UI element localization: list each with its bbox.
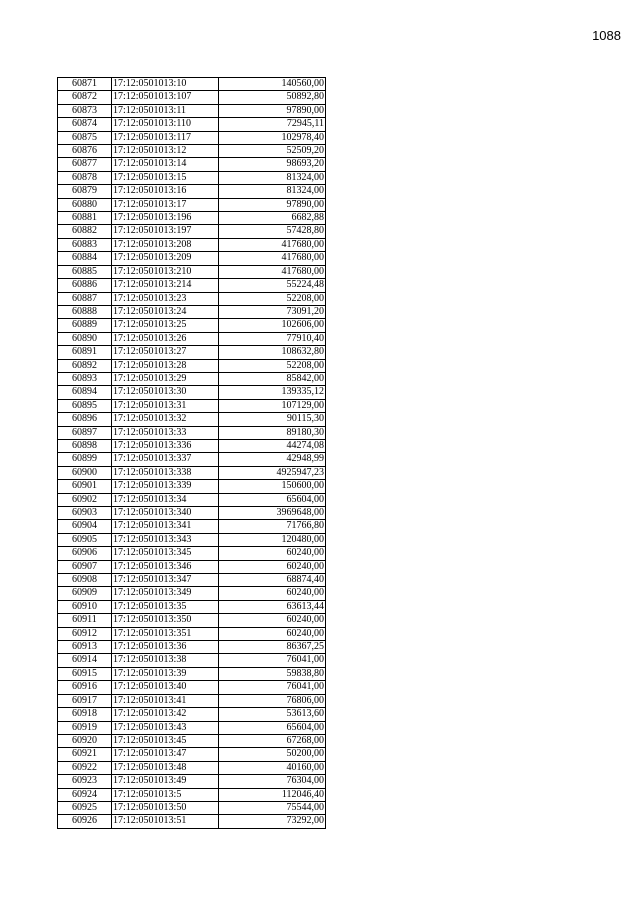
row-number-cell: 60902	[58, 493, 112, 506]
cadastral-number-cell: 17:12:0501013:35	[112, 600, 219, 613]
cadastral-value-cell: 76806,00	[219, 694, 326, 707]
cadastral-value-cell: 102606,00	[219, 319, 326, 332]
cadastral-number-cell: 17:12:0501013:341	[112, 520, 219, 533]
table-row	[58, 493, 326, 506]
cadastral-value-cell: 60240,00	[219, 627, 326, 640]
cadastral-value-cell: 76041,00	[219, 654, 326, 667]
row-number-cell: 60871	[58, 78, 112, 91]
cadastral-number-cell: 17:12:0501013:32	[112, 413, 219, 426]
row-number-cell: 60892	[58, 359, 112, 372]
cadastral-value-cell: 86367,25	[219, 641, 326, 654]
cadastral-number-cell: 17:12:0501013:349	[112, 587, 219, 600]
row-number-cell: 60898	[58, 439, 112, 452]
row-number-cell: 60916	[58, 681, 112, 694]
table-row	[58, 721, 326, 734]
row-number-cell: 60895	[58, 399, 112, 412]
cadastral-value-cell: 102978,40	[219, 131, 326, 144]
cadastral-number-cell: 17:12:0501013:48	[112, 761, 219, 774]
table-row	[58, 319, 326, 332]
table-row	[58, 574, 326, 587]
cadastral-number-cell: 17:12:0501013:49	[112, 775, 219, 788]
table-row	[58, 104, 326, 117]
cadastral-value-cell: 55224,48	[219, 279, 326, 292]
cadastral-number-cell: 17:12:0501013:208	[112, 238, 219, 251]
cadastral-value-cell: 44274,08	[219, 439, 326, 452]
cadastral-number-cell: 17:12:0501013:34	[112, 493, 219, 506]
row-number-cell: 60922	[58, 761, 112, 774]
cadastral-number-cell: 17:12:0501013:347	[112, 574, 219, 587]
table-row	[58, 426, 326, 439]
cadastral-value-cell: 76304,00	[219, 775, 326, 788]
cadastral-value-cell: 50200,00	[219, 748, 326, 761]
row-number-cell: 60887	[58, 292, 112, 305]
row-number-cell: 60926	[58, 815, 112, 828]
row-number-cell: 60924	[58, 788, 112, 801]
row-number-cell: 60906	[58, 547, 112, 560]
row-number-cell: 60921	[58, 748, 112, 761]
table-row	[58, 346, 326, 359]
table-row	[58, 265, 326, 278]
table-row	[58, 734, 326, 747]
table-row	[58, 788, 326, 801]
cadastral-number-cell: 17:12:0501013:24	[112, 305, 219, 318]
cadastral-number-cell: 17:12:0501013:51	[112, 815, 219, 828]
table-row	[58, 627, 326, 640]
cadastral-number-cell: 17:12:0501013:38	[112, 654, 219, 667]
cadastral-number-cell: 17:12:0501013:33	[112, 426, 219, 439]
cadastral-number-cell: 17:12:0501013:5	[112, 788, 219, 801]
row-number-cell: 60883	[58, 238, 112, 251]
cadastral-number-cell: 17:12:0501013:15	[112, 171, 219, 184]
cadastral-value-cell: 76041,00	[219, 681, 326, 694]
row-number-cell: 60909	[58, 587, 112, 600]
cadastral-value-cell: 417680,00	[219, 265, 326, 278]
cadastral-value-cell: 52509,20	[219, 145, 326, 158]
cadastral-number-cell: 17:12:0501013:339	[112, 480, 219, 493]
cadastral-number-cell: 17:12:0501013:29	[112, 372, 219, 385]
row-number-cell: 60897	[58, 426, 112, 439]
row-number-cell: 60877	[58, 158, 112, 171]
table-row	[58, 252, 326, 265]
cadastral-value-cell: 52208,00	[219, 292, 326, 305]
table-row	[58, 198, 326, 211]
table-row	[58, 775, 326, 788]
table-row	[58, 439, 326, 452]
cadastral-value-cell: 81324,00	[219, 171, 326, 184]
row-number-cell: 60885	[58, 265, 112, 278]
table-row	[58, 815, 326, 828]
cadastral-number-cell: 17:12:0501013:17	[112, 198, 219, 211]
cadastral-value-cell: 65604,00	[219, 721, 326, 734]
cadastral-number-cell: 17:12:0501013:23	[112, 292, 219, 305]
cadastral-value-cell: 3969648,00	[219, 507, 326, 520]
cadastral-number-cell: 17:12:0501013:209	[112, 252, 219, 265]
cadastral-number-cell: 17:12:0501013:50	[112, 801, 219, 814]
cadastral-value-cell: 4925947,23	[219, 466, 326, 479]
cadastral-number-cell: 17:12:0501013:27	[112, 346, 219, 359]
table-row	[58, 212, 326, 225]
table-row	[58, 480, 326, 493]
cadastral-value-cell: 72945,11	[219, 118, 326, 131]
row-number-cell: 60923	[58, 775, 112, 788]
cadastral-value-cell: 60240,00	[219, 547, 326, 560]
cadastral-number-cell: 17:12:0501013:340	[112, 507, 219, 520]
cadastral-number-cell: 17:12:0501013:107	[112, 91, 219, 104]
row-number-cell: 60901	[58, 480, 112, 493]
cadastral-number-cell: 17:12:0501013:42	[112, 708, 219, 721]
cadastral-number-cell: 17:12:0501013:36	[112, 641, 219, 654]
cadastral-value-cell: 417680,00	[219, 238, 326, 251]
row-number-cell: 60905	[58, 533, 112, 546]
table-row	[58, 681, 326, 694]
table-row	[58, 145, 326, 158]
table-row	[58, 453, 326, 466]
row-number-cell: 60880	[58, 198, 112, 211]
cadastral-value-cell: 60240,00	[219, 587, 326, 600]
row-number-cell: 60873	[58, 104, 112, 117]
cadastral-number-cell: 17:12:0501013:45	[112, 734, 219, 747]
cadastral-number-cell: 17:12:0501013:30	[112, 386, 219, 399]
table-row	[58, 614, 326, 627]
cadastral-value-cell: 417680,00	[219, 252, 326, 265]
row-number-cell: 60903	[58, 507, 112, 520]
cadastral-value-cell: 81324,00	[219, 185, 326, 198]
row-number-cell: 60912	[58, 627, 112, 640]
cadastral-value-cell: 75544,00	[219, 801, 326, 814]
table-row	[58, 413, 326, 426]
table-row	[58, 667, 326, 680]
cadastral-value-cell: 108632,80	[219, 346, 326, 359]
table-row	[58, 118, 326, 131]
cadastral-value-cell: 90115,30	[219, 413, 326, 426]
table-row	[58, 131, 326, 144]
cadastral-number-cell: 17:12:0501013:10	[112, 78, 219, 91]
row-number-cell: 60875	[58, 131, 112, 144]
cadastral-value-cell: 63613,44	[219, 600, 326, 613]
cadastral-number-cell: 17:12:0501013:43	[112, 721, 219, 734]
cadastral-number-cell: 17:12:0501013:40	[112, 681, 219, 694]
cadastral-value-cell: 85842,00	[219, 372, 326, 385]
cadastral-number-cell: 17:12:0501013:196	[112, 212, 219, 225]
row-number-cell: 60890	[58, 332, 112, 345]
cadastral-value-cell: 52208,00	[219, 359, 326, 372]
cadastral-number-cell: 17:12:0501013:12	[112, 145, 219, 158]
cadastral-number-cell: 17:12:0501013:28	[112, 359, 219, 372]
cadastral-number-cell: 17:12:0501013:351	[112, 627, 219, 640]
row-number-cell: 60920	[58, 734, 112, 747]
cadastral-value-cell: 150600,00	[219, 480, 326, 493]
row-number-cell: 60874	[58, 118, 112, 131]
table-row	[58, 372, 326, 385]
cadastral-value-cell: 67268,00	[219, 734, 326, 747]
cadastral-value-cell: 97890,00	[219, 104, 326, 117]
cadastral-value-cell: 53613,60	[219, 708, 326, 721]
cadastral-value-cell: 6682,88	[219, 212, 326, 225]
table-row	[58, 560, 326, 573]
cadastral-number-cell: 17:12:0501013:47	[112, 748, 219, 761]
row-number-cell: 60881	[58, 212, 112, 225]
row-number-cell: 60889	[58, 319, 112, 332]
row-number-cell: 60904	[58, 520, 112, 533]
cadastral-number-cell: 17:12:0501013:337	[112, 453, 219, 466]
row-number-cell: 60913	[58, 641, 112, 654]
cadastral-number-cell: 17:12:0501013:25	[112, 319, 219, 332]
table-row	[58, 279, 326, 292]
cadastral-value-cell: 40160,00	[219, 761, 326, 774]
cadastral-number-cell: 17:12:0501013:117	[112, 131, 219, 144]
cadastral-number-cell: 17:12:0501013:343	[112, 533, 219, 546]
table-row	[58, 466, 326, 479]
cadastral-value-table	[57, 77, 326, 829]
cadastral-value-cell: 112046,40	[219, 788, 326, 801]
table-row	[58, 332, 326, 345]
row-number-cell: 60876	[58, 145, 112, 158]
cadastral-number-cell: 17:12:0501013:39	[112, 667, 219, 680]
cadastral-number-cell: 17:12:0501013:338	[112, 466, 219, 479]
cadastral-number-cell: 17:12:0501013:16	[112, 185, 219, 198]
cadastral-value-cell: 50892,80	[219, 91, 326, 104]
row-number-cell: 60879	[58, 185, 112, 198]
row-number-cell: 60884	[58, 252, 112, 265]
cadastral-value-cell: 139335,12	[219, 386, 326, 399]
row-number-cell: 60899	[58, 453, 112, 466]
row-number-cell: 60893	[58, 372, 112, 385]
table-row	[58, 507, 326, 520]
cadastral-value-cell: 73091,20	[219, 305, 326, 318]
table-body	[58, 78, 326, 829]
table-row	[58, 520, 326, 533]
cadastral-number-cell: 17:12:0501013:210	[112, 265, 219, 278]
row-number-cell: 60878	[58, 171, 112, 184]
row-number-cell: 60872	[58, 91, 112, 104]
row-number-cell: 60888	[58, 305, 112, 318]
row-number-cell: 60910	[58, 600, 112, 613]
cadastral-number-cell: 17:12:0501013:110	[112, 118, 219, 131]
cadastral-number-cell: 17:12:0501013:26	[112, 332, 219, 345]
row-number-cell: 60919	[58, 721, 112, 734]
table-row	[58, 158, 326, 171]
table-row	[58, 641, 326, 654]
cadastral-value-cell: 89180,30	[219, 426, 326, 439]
table-row	[58, 292, 326, 305]
row-number-cell: 60925	[58, 801, 112, 814]
cadastral-value-cell: 98693,20	[219, 158, 326, 171]
row-number-cell: 60894	[58, 386, 112, 399]
cadastral-value-cell: 60240,00	[219, 614, 326, 627]
cadastral-value-cell: 120480,00	[219, 533, 326, 546]
cadastral-value-cell: 68874,40	[219, 574, 326, 587]
row-number-cell: 60911	[58, 614, 112, 627]
row-number-cell: 60896	[58, 413, 112, 426]
page-number: 1088	[592, 28, 621, 43]
cadastral-number-cell: 17:12:0501013:350	[112, 614, 219, 627]
table-row	[58, 225, 326, 238]
table-row	[58, 547, 326, 560]
cadastral-number-cell: 17:12:0501013:197	[112, 225, 219, 238]
cadastral-value-cell: 77910,40	[219, 332, 326, 345]
cadastral-value-cell: 107129,00	[219, 399, 326, 412]
table-row	[58, 654, 326, 667]
cadastral-value-cell: 59838,80	[219, 667, 326, 680]
table-row	[58, 185, 326, 198]
cadastral-value-cell: 42948,99	[219, 453, 326, 466]
row-number-cell: 60918	[58, 708, 112, 721]
table-row	[58, 171, 326, 184]
row-number-cell: 60908	[58, 574, 112, 587]
table-row	[58, 801, 326, 814]
table-row	[58, 587, 326, 600]
cadastral-number-cell: 17:12:0501013:336	[112, 439, 219, 452]
table-row	[58, 91, 326, 104]
cadastral-value-cell: 73292,00	[219, 815, 326, 828]
table-row	[58, 305, 326, 318]
cadastral-number-cell: 17:12:0501013:214	[112, 279, 219, 292]
table-row	[58, 399, 326, 412]
row-number-cell: 60915	[58, 667, 112, 680]
cadastral-value-cell: 57428,80	[219, 225, 326, 238]
cadastral-number-cell: 17:12:0501013:14	[112, 158, 219, 171]
table-row	[58, 359, 326, 372]
cadastral-value-cell: 60240,00	[219, 560, 326, 573]
row-number-cell: 60914	[58, 654, 112, 667]
row-number-cell: 60907	[58, 560, 112, 573]
cadastral-value-cell: 65604,00	[219, 493, 326, 506]
table-row	[58, 78, 326, 91]
cadastral-number-cell: 17:12:0501013:11	[112, 104, 219, 117]
cadastral-value-cell: 140560,00	[219, 78, 326, 91]
table-row	[58, 761, 326, 774]
cadastral-value-cell: 97890,00	[219, 198, 326, 211]
cadastral-number-cell: 17:12:0501013:346	[112, 560, 219, 573]
row-number-cell: 60900	[58, 466, 112, 479]
table-row	[58, 238, 326, 251]
table-row	[58, 748, 326, 761]
cadastral-value-cell: 71766,80	[219, 520, 326, 533]
row-number-cell: 60891	[58, 346, 112, 359]
table-row	[58, 600, 326, 613]
row-number-cell: 60917	[58, 694, 112, 707]
table-row	[58, 533, 326, 546]
cadastral-number-cell: 17:12:0501013:41	[112, 694, 219, 707]
cadastral-number-cell: 17:12:0501013:31	[112, 399, 219, 412]
table-row	[58, 694, 326, 707]
row-number-cell: 60882	[58, 225, 112, 238]
table-row	[58, 708, 326, 721]
table-row	[58, 386, 326, 399]
cadastral-number-cell: 17:12:0501013:345	[112, 547, 219, 560]
row-number-cell: 60886	[58, 279, 112, 292]
